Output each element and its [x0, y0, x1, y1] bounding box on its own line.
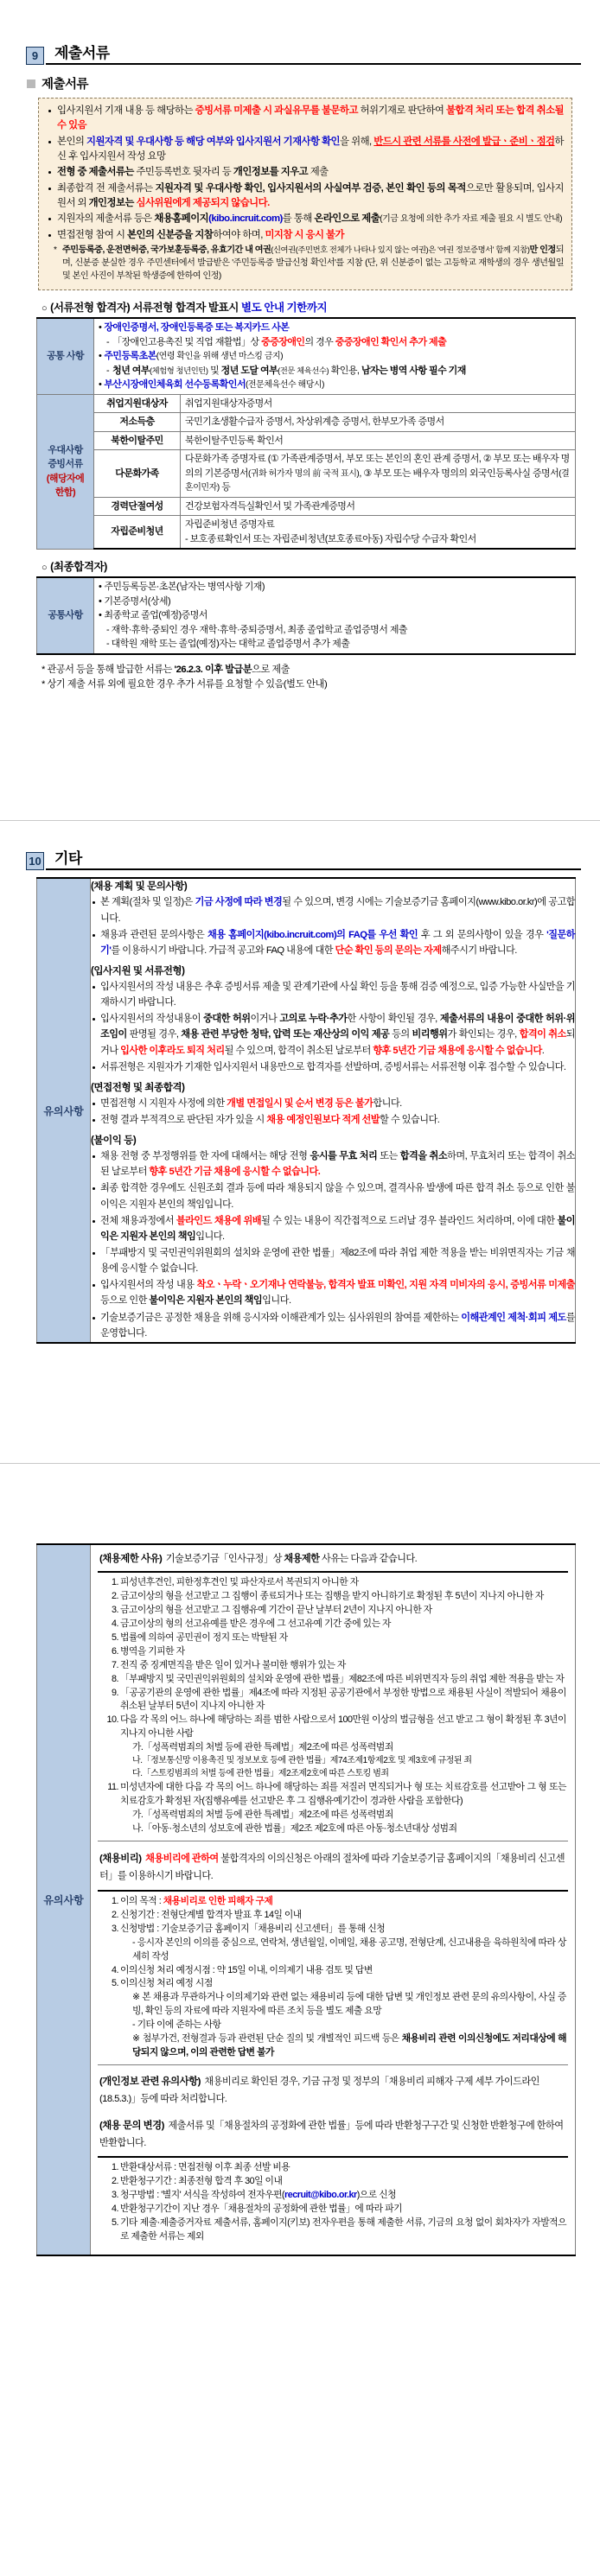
table-row [37, 450, 576, 498]
note-item: 본 계획(절차 및 일정)은 기금 사정에 따라 변경될 수 있으며, 변경 시에는 기술보증기금 홈페이지(www.kibo.or.kr)에 공고합니다. [91, 894, 575, 925]
required-documents-table [36, 317, 576, 550]
restrictions-table [36, 1543, 576, 2256]
personal-info-intro: 채용비리로 확인된 경우, 기금 규정 및 정부의「채용비리 피해자 구제 세부 가이드라인(18.5.3.)」등에 따라 처리합니다. [99, 2077, 539, 2105]
page-divider [0, 1439, 600, 1464]
document-lead-final: ○ (최종합격자) [41, 561, 107, 574]
section-header-10 [26, 850, 581, 870]
note-item: 면접전형 시 지원자 사정에 의한 개별 면접일시 및 순서 변경 등은 불가합니다. [91, 1096, 575, 1111]
list-item: 4. 이의신청 처리 예정시점 : 약 15일 이내, 이의제기 내용 검토 및 답변 [111, 1964, 373, 1975]
section-title-rule [46, 45, 581, 65]
sub-item: 가.「성폭력범죄의 처벌 등에 관한 특례법」제2조에 따른 성폭력범죄 [132, 1809, 393, 1820]
list-item: 9. 「공공기관의 운영에 관한 법률」제4조에 따라 지정된 공공기관에서 부정한 방법으로 채용된 사실이 적발되어 채용이 취소된 날부터 5년이 지나지 아니한 자 [111, 1687, 566, 1712]
group-title: (불이익 등) [91, 1135, 137, 1147]
section-header-9 [26, 45, 581, 65]
bribe-intro: 채용비리에 관하여 불합격자의 이의신청은 아래의 절차에 따라 기술보증기금 홈페이지의「채용비리 신고센터」를 이용하시기 바랍니다. [99, 1853, 565, 1881]
page-divider [0, 796, 600, 821]
return-docs-intro: 제출서류 및「채용절차의 공정화에 관한 법률」등에 따라 반환청구구간 및 신청한 반환청구에 한하여 반환합니다. [99, 2121, 564, 2149]
table-row [37, 413, 576, 432]
notice-item: 면접전형 참여 시 본인의 신분증을 지참하여야 하며, 미지참 시 응시 불가 [47, 228, 564, 243]
list-item: 7. 전직 중 징계면직을 받은 일이 있거나 불미한 행위가 있는 자 [111, 1659, 346, 1670]
footnote-item: * 상기 제출 서류 외에 필요한 경우 추가 서류를 요청할 수 있음(별도 안내) [41, 677, 581, 692]
submission-notice-box [38, 98, 572, 290]
table-row [37, 431, 576, 450]
row-label: 취업지원대상자 [94, 394, 181, 413]
personal-info-wrap [98, 2065, 568, 2112]
row-label: 다문화가족 [94, 450, 181, 498]
notice-item: 전형 중 제출서류는 주민등록번호 뒷자리 등 개인정보를 지우고 제출 [47, 165, 564, 180]
restriction-intro: 기술보증기금「인사규정」상 채용제한 사유는 다음과 같습니다. [165, 1553, 418, 1564]
row-docs: 취업지원대상자증명서 [181, 394, 576, 413]
return-docs-title: (채용 문의 변경) [99, 2121, 164, 2132]
bribe-title: (채용비리) [99, 1853, 142, 1864]
final-documents-table [36, 576, 576, 655]
table-row [37, 1544, 576, 2255]
row-docs: 다문화가족 증명자료 (① 가족관계증명서, 부모 또는 본인의 혼인 관계 증명서, ② 부모 또는 배우자 명의의 기본증명서(귀화 허가자 명의 前 국적 표시), ③ 부모 또는 배우자 명의의 외국인등록사실 증명서(결혼이민자) 등 [181, 450, 576, 498]
square-bullet-icon [27, 80, 35, 88]
section-number: 10 [26, 852, 44, 870]
note-item: 전체 채용과정에서 블라인드 채용에 위배될 수 있는 내용이 직간접적으로 드러날 경우 블라인드 처리하며, 이에 대한 불이익은 지원자 본인의 책임입니다. [91, 1213, 575, 1244]
list-item: 5. 기타 제출·제출증거자료 제출서류, 홈페이지(키보) 전자우편을 통해 제출한 서류, 기금의 요청 없이 회차자가 자발적으로 제출한 서류는 제외 [111, 2217, 566, 2242]
list-item: 3. 금고이상의 형을 선고받고 그 집행유예 기간이 끝난 날부터 2년이 지나지 아니한 자 [111, 1604, 432, 1615]
restriction-list-box [98, 1571, 568, 1841]
table-row [37, 318, 576, 394]
list-item: 1. 반환대상서류 : 면접전형 이후 최종 선발 비용 [111, 2161, 290, 2172]
notes-label: 유의사항 [37, 878, 91, 1342]
notice-subitem: * 주민등록증, 운전면허증, 국가보훈등록증, 유효기간 내 여권(신여권(주민번호 전체가 나타나 있지 않는 여권)은 '여권 정보증명서' 함께 지참)만 인정되며, 신분증 분실한 경우 주민센터에서 발급받은 '주민등록증 발급신청 확인서'를 지참 (단, 위 신분증이 없는 고등학교 재학생의 경우 생년월일 및 본인 사진이 부착된 학생증에 한하여 인정) [47, 244, 564, 283]
note-item: 입사지원서의 작성내용이 중대한 허위이거나 고의로 누락·추가한 사항이 확인될 경우, 제출서류의 내용이 중대한 허위·위조임이 판명될 경우, 채용 관련 부당한 청탁, 압력 또는 재산상의 이익 제공 등의 비리행위가 확인되는 경우, 합격이 취소되거나 입사한 이후라도 퇴직 처리될 수 있으며, 합격이 취소된 날로부터 향후 5년간 기금 채용에 응시할 수 없습니다. [91, 1011, 575, 1058]
table-row [37, 497, 576, 516]
footnote-item: * 관공서 등을 통해 발급한 서류는 '26.2.3. 이후 발급분으로 제출 [41, 663, 581, 677]
subsection-header [27, 74, 581, 92]
list-item: 5. 이의신청 처리 예정 시점 [111, 1978, 213, 1989]
table-row [37, 516, 576, 550]
row-label: 북한이탈주민 [94, 431, 181, 450]
other-notes-table [36, 877, 576, 1343]
personal-info-title: (개인정보 관련 유의사항) [99, 2077, 201, 2088]
row-label: 경력단절여성 [94, 497, 181, 516]
list-item: 2. 금고이상의 형을 선고받고 그 집행이 종료되거나 또는 집행을 받지 아니하기로 확정된 후 5년이 지나지 아니한 자 [111, 1590, 544, 1601]
return-docs-wrap [98, 2112, 568, 2156]
list-item: 2. 반환청구기간 : 최종전형 합격 후 30일 이내 [111, 2175, 283, 2186]
notice-item: 입사지원서 기재 내용 등 해당하는 증빙서류 미제출 시 과실유무를 불문하고 허위기재로 판단하여 불합격 처리 또는 합격 취소될 수 있음 [47, 104, 564, 134]
list-item: 2. 신청기간 : 전형단계별 합격자 발표 후 14일 이내 [111, 1909, 302, 1920]
restriction-intro-wrap [98, 1545, 568, 1571]
group-title: (채용 계획 및 문의사항) [91, 881, 188, 893]
final-common-cell: • 주민등록등본·초본(남자는 병역사항 기재) • 기본증명서(상세) • 최종학교 졸업(예정)증명서 - 재학·휴학·중퇴인 경우 재학·휴학·중퇴증명서, 최종 졸업학교 졸업증명서 제출 - 대학원 재학 또는 졸업(예정)자는 대학교 졸업증명서 추가 제출 [94, 577, 576, 654]
row-docs: 건강보험자격득실확인서 및 가족관계증명서 [181, 497, 576, 516]
notice-item: 지원자의 제출서류 등은 채용홈페이지(kibo.incruit.com)를 통해 온라인으로 제출(기금 요청에 의한 추가 자료 제출 필요 시 별도 안내) [47, 212, 564, 226]
notice-item: 최종합격 전 제출서류는 지원자격 및 우대사항 확인, 입사지원서의 사실여부 검증, 본인 확인 등의 목적으로만 활용되며, 입사지원서 외 개인정보는 심사위원에게 제공되지 않습니다. [47, 181, 564, 212]
sub-item: 나.「정보통신망 이용촉진 및 정보보호 등에 관한 법률」제74조제1항제2호 및 제3호에 규정된 죄 [132, 1756, 472, 1766]
page-submission-documents [0, 0, 600, 796]
list-item: 4. 반환청구기간이 지난 경우「채용절차의 공정화에 관한 법률」에 따라 파기 [111, 2203, 403, 2214]
return-docs-list [103, 2161, 566, 2244]
list-item: 1. 이의 목적 : 채용비리로 인한 피해자 구제 [111, 1895, 273, 1906]
sub-item: 나.「아동·청소년의 성보호에 관한 법률」제2조 제2호에 따른 아동·청소년대상 성범죄 [132, 1822, 457, 1834]
section-title-rule [46, 850, 581, 870]
note-item: 전형 결과 부적격으로 판단된 자가 있을 시 채용 예정인원보다 적게 선발할 수 있습니다. [91, 1112, 575, 1128]
row-label: 자립준비청년 [94, 516, 181, 550]
list-item: 4. 금고이상의 형의 선고유예를 받은 경우에 그 선고유예 기간 중에 있는 자 [111, 1618, 391, 1629]
subsection-title: 제출서류 [41, 78, 89, 92]
list-item: 6. 병역을 기피한 자 [111, 1645, 185, 1657]
list-item: 1. 피성년후견인, 피한정후견인 및 파산자로서 복권되지 아니한 자 [111, 1576, 359, 1587]
return-docs-list-box [98, 2156, 568, 2248]
footnotes [41, 663, 581, 693]
bribe-list-box [98, 1890, 568, 2066]
list-item: 11. 미성년자에 대한 다음 각 목의 어느 하나에 해당하는 죄를 저질러 면직되거나 형 또는 치료감호를 선고받아 그 형 또는 치료감호가 확정된 자(집행유예를 선고받은 후 그 집행유예기간이 경과한 사람을 포함한다) 가.「성폭력범죄의 처벌 등에 관한 특례법」제2조에 따른 성폭력범죄 나.「아동·청소년의 성보호에 관한 법률」제2조 제2호에 따른 아동·청소년대상 성범죄 [103, 1781, 566, 1836]
note-item: 서류전형은 지원자가 기재한 입사지원서 내용만으로 합격자를 선발하며, 증빙서류는 서류전형 이후 접수할 수 있습니다. [91, 1059, 575, 1075]
list-item: 3. 청구방법 : '별지' 서식을 작성하여 전자우편(recruit@kibo.or.kr)으로 신청 [111, 2189, 397, 2200]
page-other-notes [0, 821, 600, 1438]
table-row [37, 878, 576, 1342]
sub-item: 가.「성폭력범죄의 처벌 등에 관한 특례법」제2조에 따른 성폭력범죄 [132, 1742, 393, 1753]
list-item: 5. 법률에 의하여 공민권이 정지 또는 박탈된 자 [111, 1631, 288, 1643]
page-restrictions [0, 1464, 600, 2291]
note-item: 채용 전형 중 부정행위를 한 자에 대해서는 해당 전형 응시를 무효 처리 또는 합격을 취소하며, 무효처리 또는 합격이 취소된 날로부터 향후 5년간 기금 채용에 응시할 수 없습니다. [91, 1148, 575, 1180]
note-item: 최종 합격한 경우에도 신원조회 결과 등에 따라 채용되지 않을 수 있으며, 결격사유 발생에 따른 합격 취소 등으로 인한 불이익은 지원자 본인의 책임입니다. [91, 1180, 575, 1212]
note-item: 입사지원서의 작성 내용 착오ㆍ누락ㆍ오기재나 연락불능, 합격자 발표 미확인, 지원 자격 미비자의 응시, 증빙서류 미제출 등으로 인한 불이익은 지원자 본인의 책임입니다. [91, 1277, 575, 1308]
row-label: 저소득층 [94, 413, 181, 432]
group-title: (입사지원 및 서류전형) [91, 965, 185, 977]
restriction-list [103, 1576, 566, 1836]
list-item: ※ 본 채용과 무관하거나 이의제기와 관련 없는 채용비리 등에 대한 답변 및 개인정보 관련 문의 유의사항이, 사실 증빙, 확인 등의 자료에 따라 지원자에 따른 조치 등을 별도 제출 요망 [132, 1992, 566, 2017]
row-docs: 자립준비청년 증명자료 - 보호종료확인서 또는 자립준비청년(보호종료아동) 자립수당 수급자 확인서 [181, 516, 576, 550]
list-item: 3. 신청방법 : 기술보증기금 홈페이지「채용비리 신고센터」를 통해 신청 [111, 1923, 386, 1934]
common-items-cell: • 장애인증명서, 장애인등록증 또는 복지카드 사본 - 「장애인고용촉진 및 직업 재활법」상 중증장애인의 경우 중증장애인 확인서 추가 제출 • 주민등록초본(연령 확인을 위해 생년 마스킹 금지) - 청년 여부(체험형 청년인턴) 및 정년 도달 여부(전문 체육선수) 확인용, 남자는 병역 사항 필수 기재 • 부산시장애인체육회 선수등록확인서(전문체육선수 해당시) [94, 318, 576, 394]
list-item: ※ 첨부가건, 전형결과 등과 관련된 단순 질의 및 개별적인 피드백 등은 채용비리 관련 이의신청에도 저리대상에 해당되지 않으며, 이의 관련한 답변 불가 [132, 2033, 566, 2058]
restriction-title: (채용제한 사유) [99, 1553, 163, 1564]
common-items-label: 공통 사항 [37, 318, 94, 394]
list-item: - 응시자 본인의 이의를 중심으로, 연락처, 생년월일, 이메일, 채용 공고명, 전형단계, 신고내용을 육하원칙에 따라 상세히 작성 [132, 1937, 566, 1962]
top-spacer [19, 0, 581, 45]
section-title: 기타 [54, 850, 82, 868]
list-item: 10. 다음 각 목의 어느 하나에 해당하는 죄를 범한 사람으로서 100만원 이상의 벌금형을 선고 받고 그 형이 확정된 후 3년이 지나지 아니한 사람 가.「성폭력범죄의 처벌 등에 관한 특례법」제2조에 따른 성폭력범죄 나.「정보통신망 이용촉진 및 정보보호 등에 관한 법률」제74조제1항제2호 및 제3호에 규정된 죄 다.「스토킹범죄의 처벌 등에 관한 법률」제2조제2호에 따른 스토킹 범죄 [103, 1714, 566, 1781]
note-item: 채용과 관련된 문의사항은 채용 홈페이지(kibo.incruit.com)의 FAQ를 우선 확인 후 그 외 문의사항이 있을 경우 '질문하기'를 이용하시기 바랍니다. 가급적 공고와 FAQ 내용에 대한 단순 확인 등의 문의는 자제해주시기 바랍니다. [91, 927, 575, 958]
final-common-label: 공통사항 [37, 577, 94, 654]
notice-item: 본인의 지원자격 및 우대사항 등 해당 여부와 입사지원서 기재사항 확인을 위해, 반드시 관련 서류를 사전에 발급ㆍ준비ㆍ점검하신 후 입사지원서 작성 요망 [47, 135, 564, 165]
table-row [37, 577, 576, 654]
restrictions-body [91, 1544, 576, 2255]
page2-spacer [19, 821, 581, 850]
document-lead-screening: ○ (서류전형 합격자) 서류전형 합격자 발표시 별도 안내 기한까지 [41, 302, 328, 315]
sub-item: 다.「스토킹범죄의 처벌 등에 관한 법률」제2조제2호에 따른 스토킹 범죄 [132, 1769, 389, 1779]
note-item: 「부패방지 및 국민권익위원회의 설치와 운영에 관한 법률」제82조에 따라 취업 제한 적용을 받는 비위면직자는 기금 채용에 응시할 수 없습니다. [91, 1245, 575, 1276]
bribe-list [103, 1895, 566, 2061]
section-title: 제출서류 [54, 45, 110, 61]
list-item: - 기타 이에 준하는 사항 [132, 2019, 221, 2031]
bribe-intro-wrap [98, 1841, 568, 1890]
group-title: (면접전형 및 최종합격) [91, 1081, 185, 1093]
note-item: 입사지원서의 작성 내용은 추후 증빙서류 제출 및 관계기관에 사실 확인 등을 통해 검증 예정으로, 입증 가능한 사실만을 기재하시기 바랍니다. [91, 979, 575, 1010]
list-item: 8. 「부패방지 및 국민권익위원회의 설치와 운영에 관한 법률」제82조에 따른 비위면직자 등의 취업 제한 적용을 받는 자 [111, 1673, 565, 1684]
table-row [37, 394, 576, 413]
section-number: 9 [26, 47, 44, 65]
row-docs: 북한이탈주민등록 확인서 [181, 431, 576, 450]
row-docs: 국민기초생활수급자 증명서, 차상위계층 증명서, 한부모가족 증명서 [181, 413, 576, 432]
preference-docs-label: 우대사항 증빙서류 (해당자에 한함) [37, 394, 94, 549]
notes-body [91, 878, 576, 1342]
note-item: 기술보증기금은 공정한 채용을 위해 응시자와 이해관계가 있는 심사위원의 참여를 제한하는 이해관계인 제척·회피 제도를 운영합니다. [91, 1310, 575, 1341]
notes-label: 유의사항 [37, 1544, 91, 2255]
page3-spacer [19, 1464, 581, 1493]
